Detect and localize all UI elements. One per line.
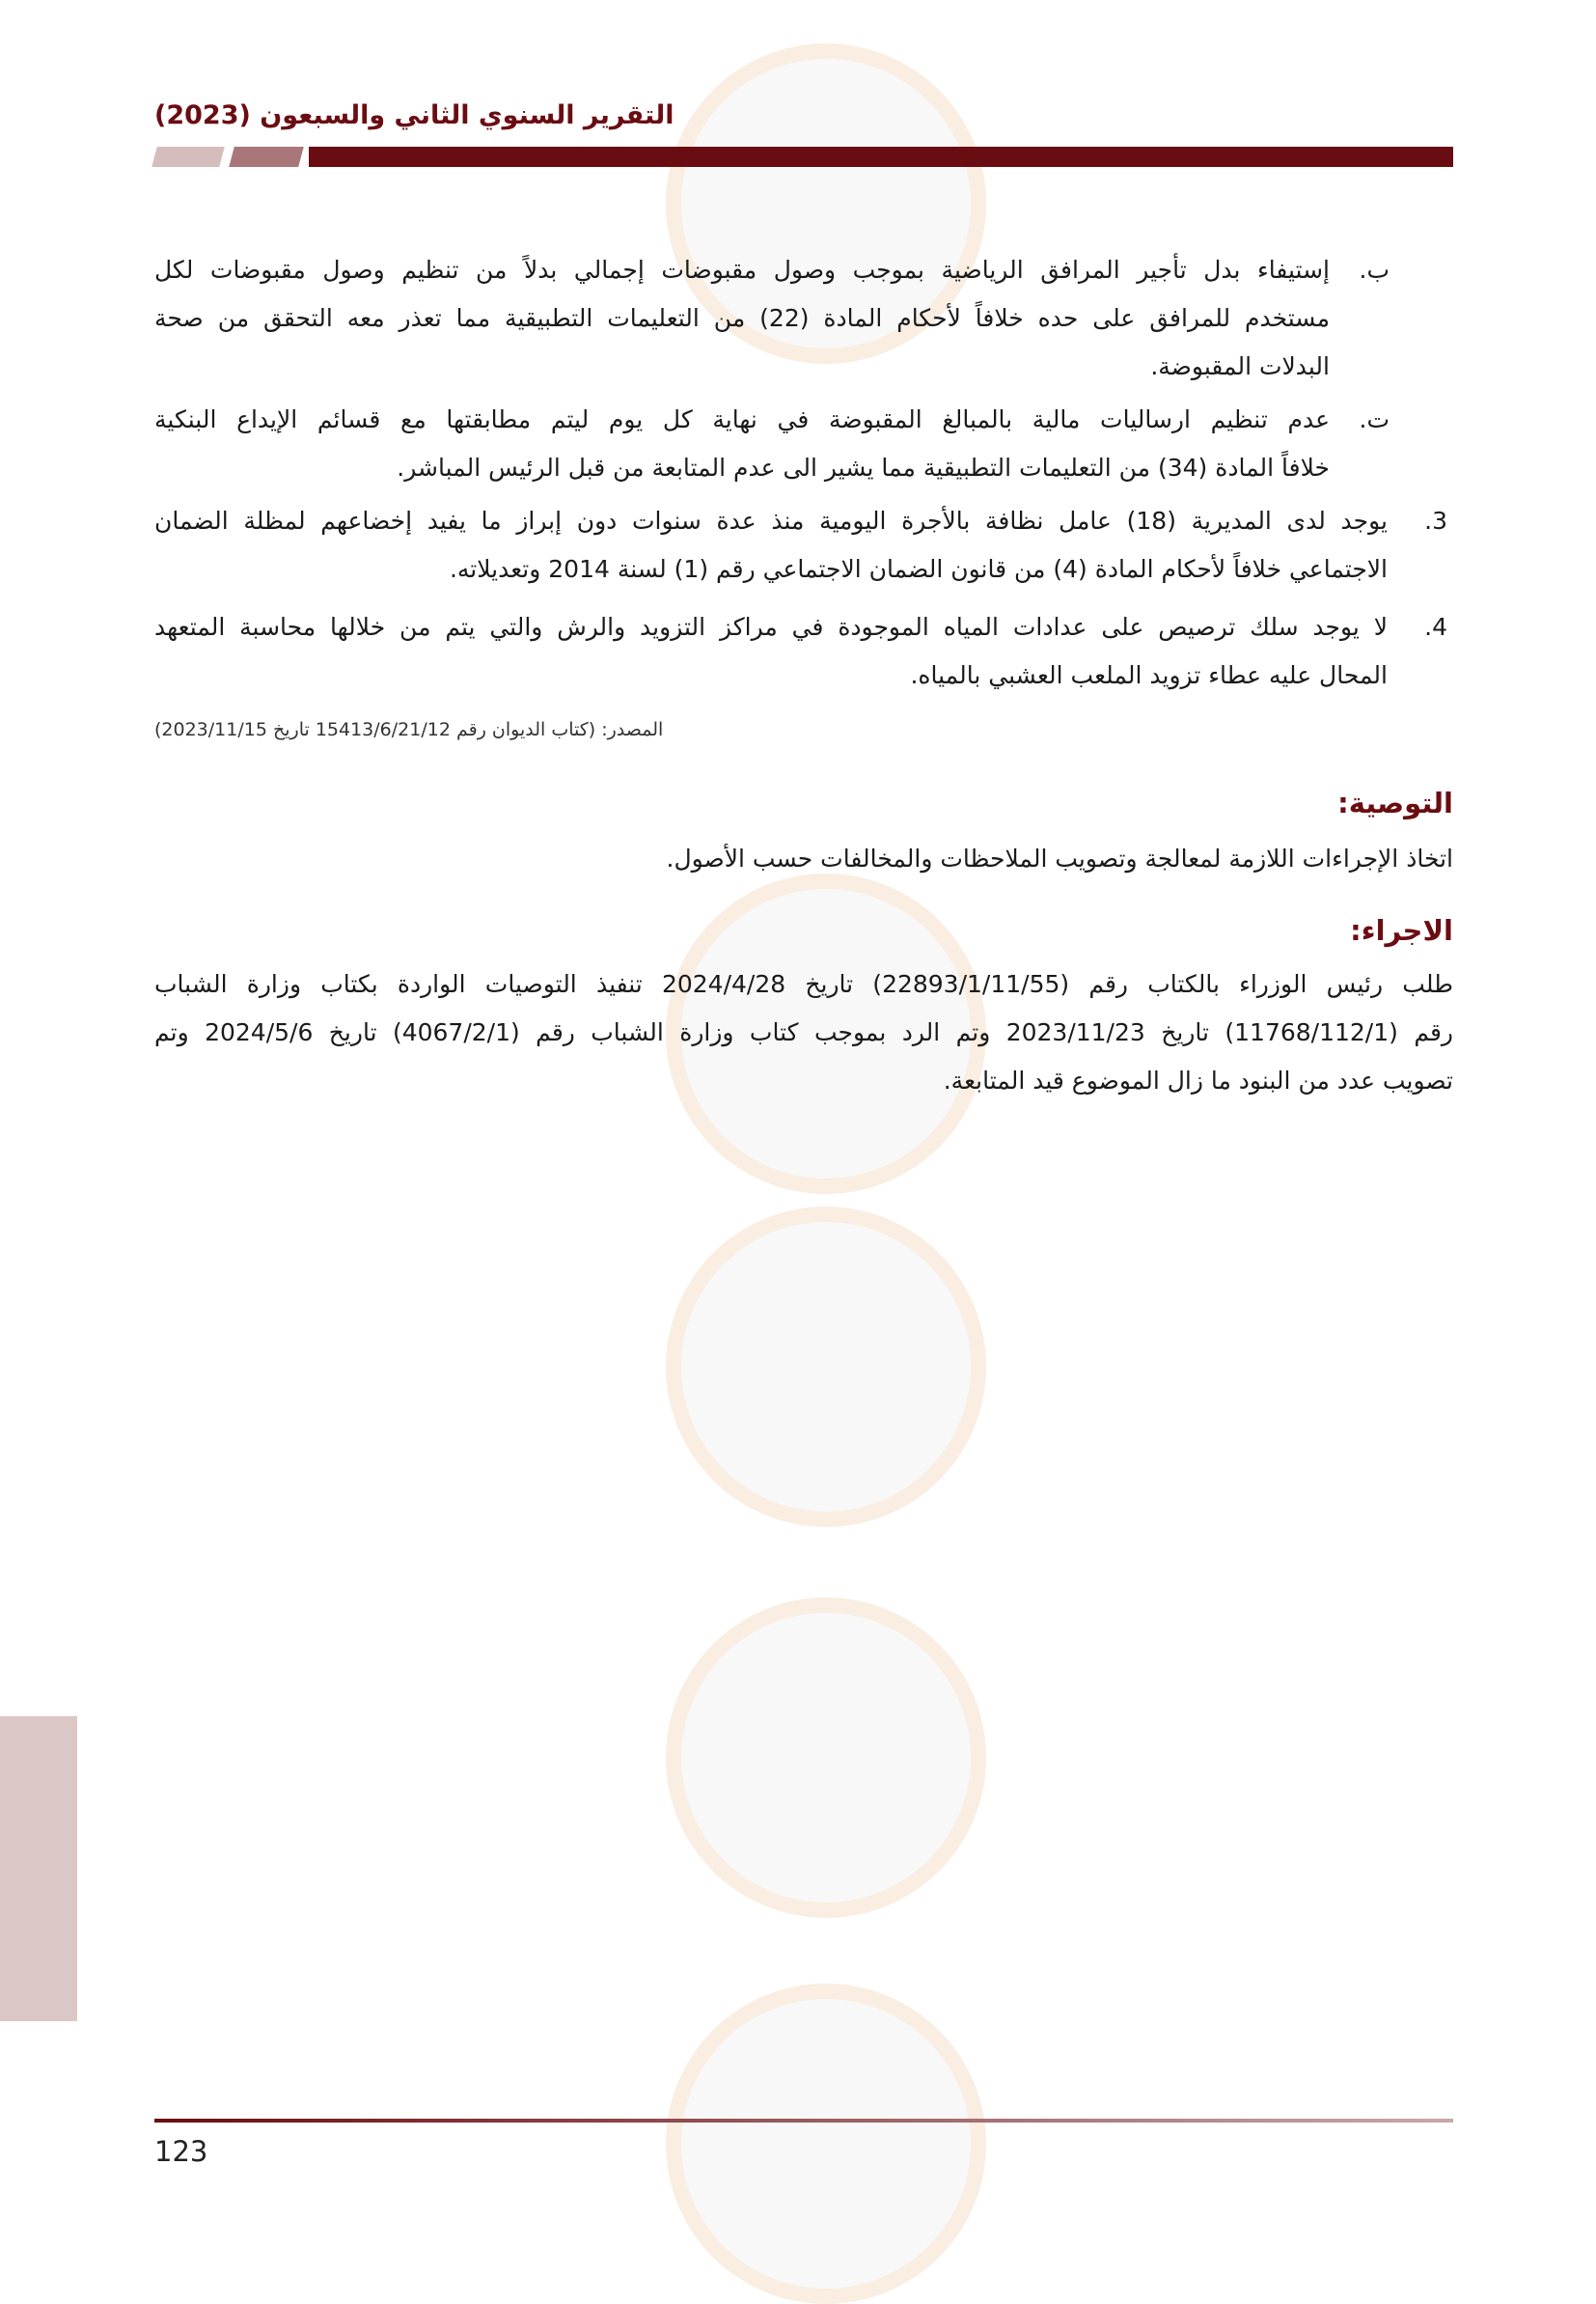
item-3-line: الاجتماعي خلافاً لأحكام المادة (4) من قانون الضمان الاجتماعي رقم (1) لسنة 2014 وتعديلاته. (449, 555, 1388, 583)
item-b-line: البدلات المقبوضة. (1150, 352, 1330, 380)
action-line: طلب رئيس الوزراء بالكتاب رقم (22893/1/11/55) تاريخ 2024/4/28 تنفيذ التوصيات الواردة بكتاب وزارة الشباب (154, 970, 1453, 998)
source-note: المصدر: (كتاب الديوان رقم 15413/6/21/12 تاريخ 2023/11/15) (154, 719, 664, 740)
report-title: التقرير السنوي الثاني والسبعون (2023) (154, 100, 674, 130)
action-line: تصويب عدد من البنود ما زال الموضوع قيد المتابعة. (943, 1067, 1453, 1095)
item-marker-t: ت. (1359, 405, 1390, 433)
item-b-line: إستيفاء بدل تأجير المرافق الرياضية بموجب وصول مقبوضات إجمالي بدلاً من تنظيم وصول مقبوضات لكل (154, 256, 1330, 284)
footer-divider (154, 2119, 1453, 2123)
item-t-line: عدم تنظيم ارساليات مالية بالمبالغ المقبوضة في نهاية كل يوم ليتم مطابقتها مع قسائم الإيداع البنكية (154, 405, 1330, 433)
item-4-line: المحال عليه عطاء تزويد الملعب العشبي بالمياه. (910, 661, 1388, 689)
item-marker-4: 4. (1424, 613, 1447, 641)
page-number: 123 (154, 2135, 208, 2168)
item-t-line: خلافاً المادة (34) من التعليمات التطبيقية مما يشير الى عدم المتابعة من قبل الرئيس المباشر. (397, 454, 1330, 482)
item-t (154, 396, 1330, 492)
item-3 (154, 497, 1388, 594)
item-marker-b: ب. (1359, 256, 1390, 284)
header-bar-light (151, 147, 225, 167)
item-4-line: لا يوجد سلك ترصيص على عدادات المياه الموجودة في مراكز التزويد والرش والتي يتم من خلالها محاسبة المتعهد (154, 613, 1388, 641)
action-line: رقم (11768/112/1) تاريخ 2023/11/23 وتم الرد بموجب كتاب وزارة الشباب رقم (4067/2/1) تاريخ 2024/5/6 وتم (154, 1018, 1453, 1046)
header-bar-mid (229, 147, 304, 167)
item-4 (154, 603, 1388, 700)
item-marker-3: 3. (1424, 507, 1447, 535)
header-bar-main (309, 147, 1453, 167)
item-b (154, 246, 1330, 391)
action-text (154, 960, 1453, 1105)
recommendation-text: اتخاذ الإجراءات اللازمة لمعالجة وتصويب الملاحظات والمخالفات حسب الأصول. (666, 845, 1453, 873)
action-heading: الاجراء: (1350, 914, 1453, 947)
item-b-line: مستخدم للمرافق على حده خلافاً لأحكام المادة (22) من التعليمات التطبيقية مما تعذر معه التحقق من صحة (154, 304, 1330, 332)
recommendation-heading: التوصية: (1337, 787, 1453, 819)
side-tab (0, 1716, 77, 2021)
item-3-line: يوجد لدى المديرية (18) عامل نظافة بالأجرة اليومية منذ عدة سنوات دون إبراز ما يفيد إخضاعهم لمظلة الضمان (154, 507, 1388, 535)
